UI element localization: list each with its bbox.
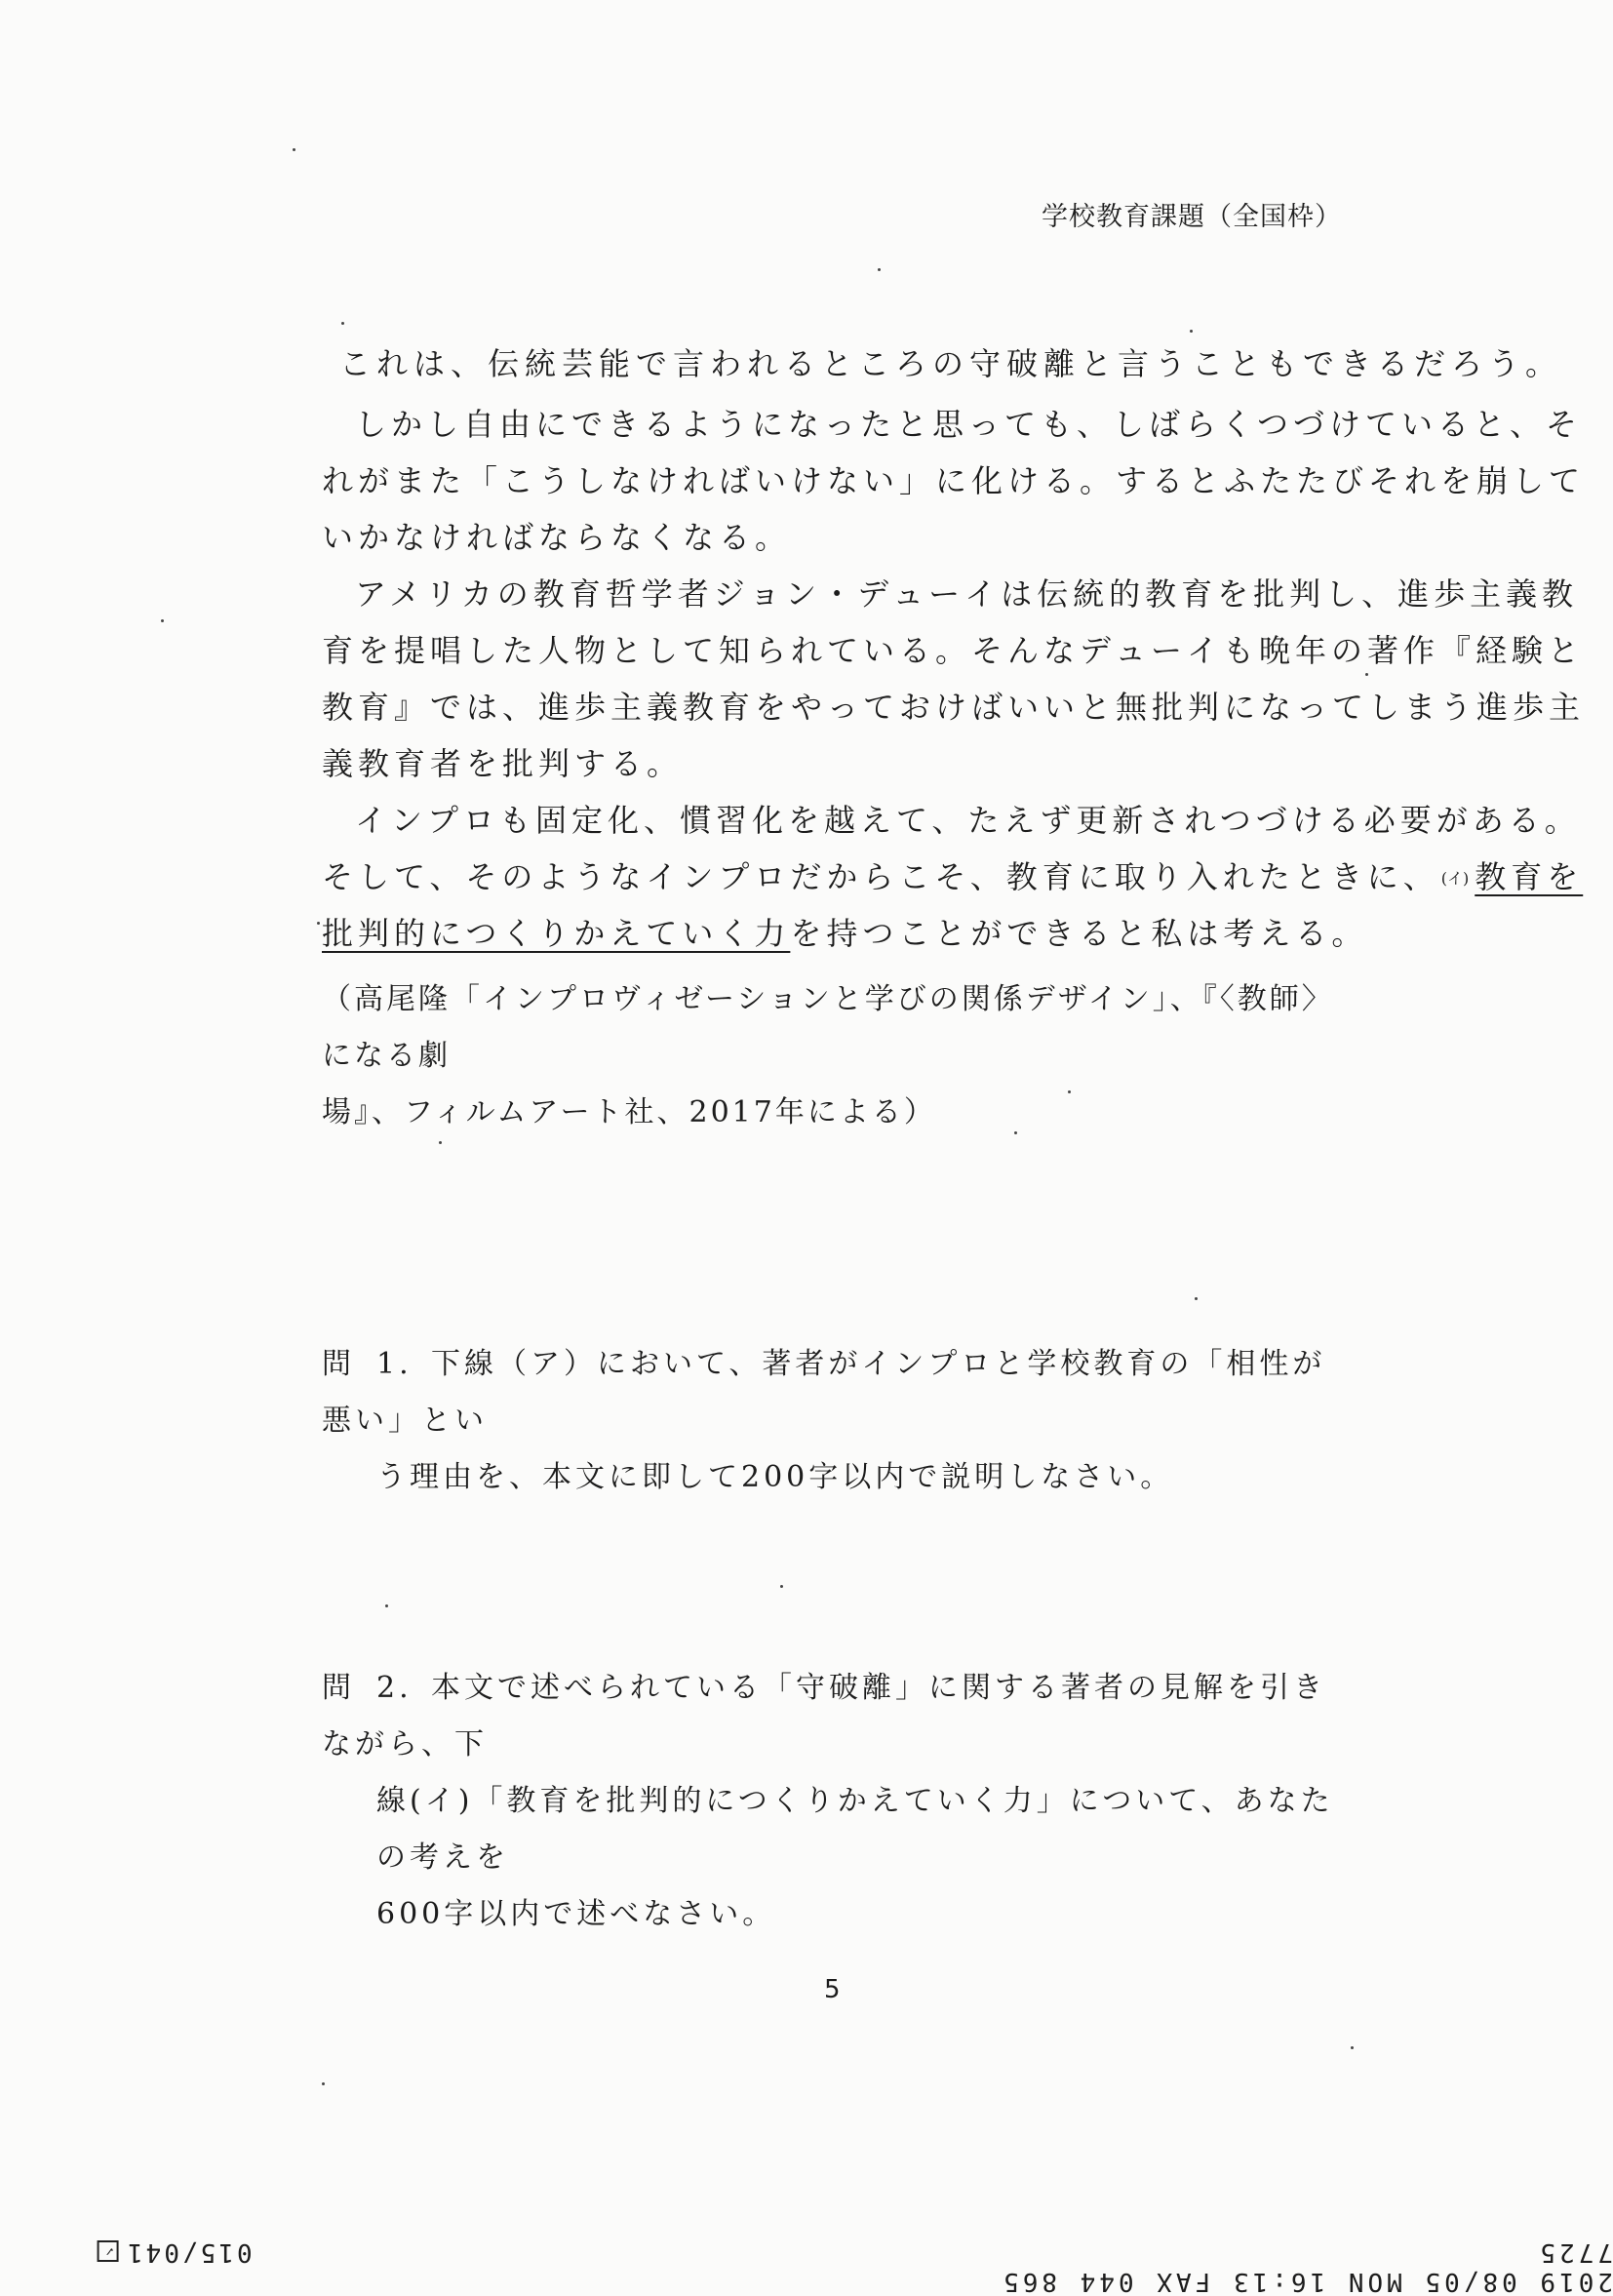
scan-speck xyxy=(341,322,344,325)
scan-speck xyxy=(1365,673,1368,676)
question-2-label: 問 xyxy=(322,1671,355,1705)
paragraph-4-line-1: インプロも固定化、慣習化を越えて、たえず更新されつづける必要がある。 xyxy=(355,802,1581,839)
question-2-text-2: 線(イ)「教育を批判的につくりかえていく力」について、あなたの考えを xyxy=(376,1784,1334,1875)
fax-box-icon: ✓ xyxy=(98,2241,119,2263)
scan-speck xyxy=(1068,1090,1071,1093)
paragraph-2-line-2: れがまた「こうしなければいけない」に化ける。するとふたたびそれを崩して xyxy=(322,462,1586,499)
question-2-line-1 xyxy=(322,1660,1346,1773)
underlined-phrase-part-2: 批判的につくりかえていく力 xyxy=(322,915,791,952)
paragraph-3-line-3: 教育』では、進歩主義教育をやっておけばいいと無批判になってしまう進歩主 xyxy=(322,689,1586,726)
scan-speck xyxy=(317,922,320,925)
question-1-label: 問 xyxy=(322,1347,355,1381)
paragraph-3-line-2: 育を提唱した人物として知られている。そんなデューイも晩年の著作『経験と xyxy=(322,632,1585,669)
scan-speck xyxy=(1190,330,1193,333)
scan-speck xyxy=(293,148,295,151)
question-1-line-1 xyxy=(322,1336,1346,1449)
fax-header-stamp: 2019 08/05 MON 16:13 FAX 044 865 7725 xyxy=(1000,2237,1613,2296)
fax-page-count: 015/041 xyxy=(125,2237,253,2267)
paragraph-4-line-2 xyxy=(322,852,1583,897)
underlined-phrase-part-1: 教育を xyxy=(1475,858,1584,895)
question-1-number: 1. xyxy=(376,1347,413,1381)
underline-marker-i: (イ) xyxy=(1440,869,1470,888)
question-2-number: 2. xyxy=(376,1671,413,1705)
paragraph-4-line-3-text: を持つことができると私は考える。 xyxy=(790,915,1368,952)
scan-speck xyxy=(780,1585,783,1588)
paragraph-3-line-1: アメリカの教育哲学者ジョン・デューイは伝統的教育を批判し、進歩主義教 xyxy=(355,575,1579,613)
question-1-text-1: 下線（ア）において、著者がインプロと学校教育の「相性が悪い」とい xyxy=(322,1347,1326,1438)
scan-speck xyxy=(1014,1131,1017,1134)
question-2-text-1: 本文で述べられている「守破離」に関する著者の見解を引きながら、下 xyxy=(322,1671,1326,1762)
paragraph-4-line-2-text: そして、そのようなインプロだからこそ、教育に取り入れたときに、 xyxy=(322,858,1439,895)
question-1 xyxy=(322,1336,1346,1506)
citation-line-2: 場』、フィルムアート社、2017年による） xyxy=(322,1095,936,1129)
question-1-text-2: う理由を、本文に即して200字以内で説明しなさい。 xyxy=(376,1460,1174,1494)
paragraph-2-line-1: しかし自由にできるようになったと思っても、しばらくつづけていると、そ xyxy=(355,406,1583,443)
scan-speck xyxy=(385,1604,388,1607)
fax-page-stamp xyxy=(98,2237,253,2267)
page-number: 5 xyxy=(824,1975,841,2004)
scan-speck xyxy=(1195,1297,1198,1300)
scan-speck xyxy=(322,2082,325,2085)
paragraph-3-line-4: 義教育者を批判する。 xyxy=(322,745,684,782)
question-2-text-3: 600字以内で述べなさい。 xyxy=(376,1897,776,1931)
paragraph-1: これは、伝統芸能で言われるところの守破離と言うこともできるだろう。 xyxy=(339,345,1563,382)
page-header: 学校教育課題（全国枠） xyxy=(1042,202,1342,232)
paragraph-2-line-3: いかなければならなくなる。 xyxy=(322,519,792,556)
scan-speck xyxy=(1351,2046,1354,2049)
scan-speck xyxy=(878,268,881,271)
paragraph-4-line-3 xyxy=(322,909,1367,954)
citation-line-1: （高尾隆「インプロヴィゼーションと学びの関係デザイン」、『〈教師〉になる劇 xyxy=(322,982,1334,1073)
scan-speck xyxy=(439,1141,442,1144)
question-2 xyxy=(322,1660,1346,1943)
citation xyxy=(322,971,1346,1141)
scan-speck xyxy=(161,619,164,622)
